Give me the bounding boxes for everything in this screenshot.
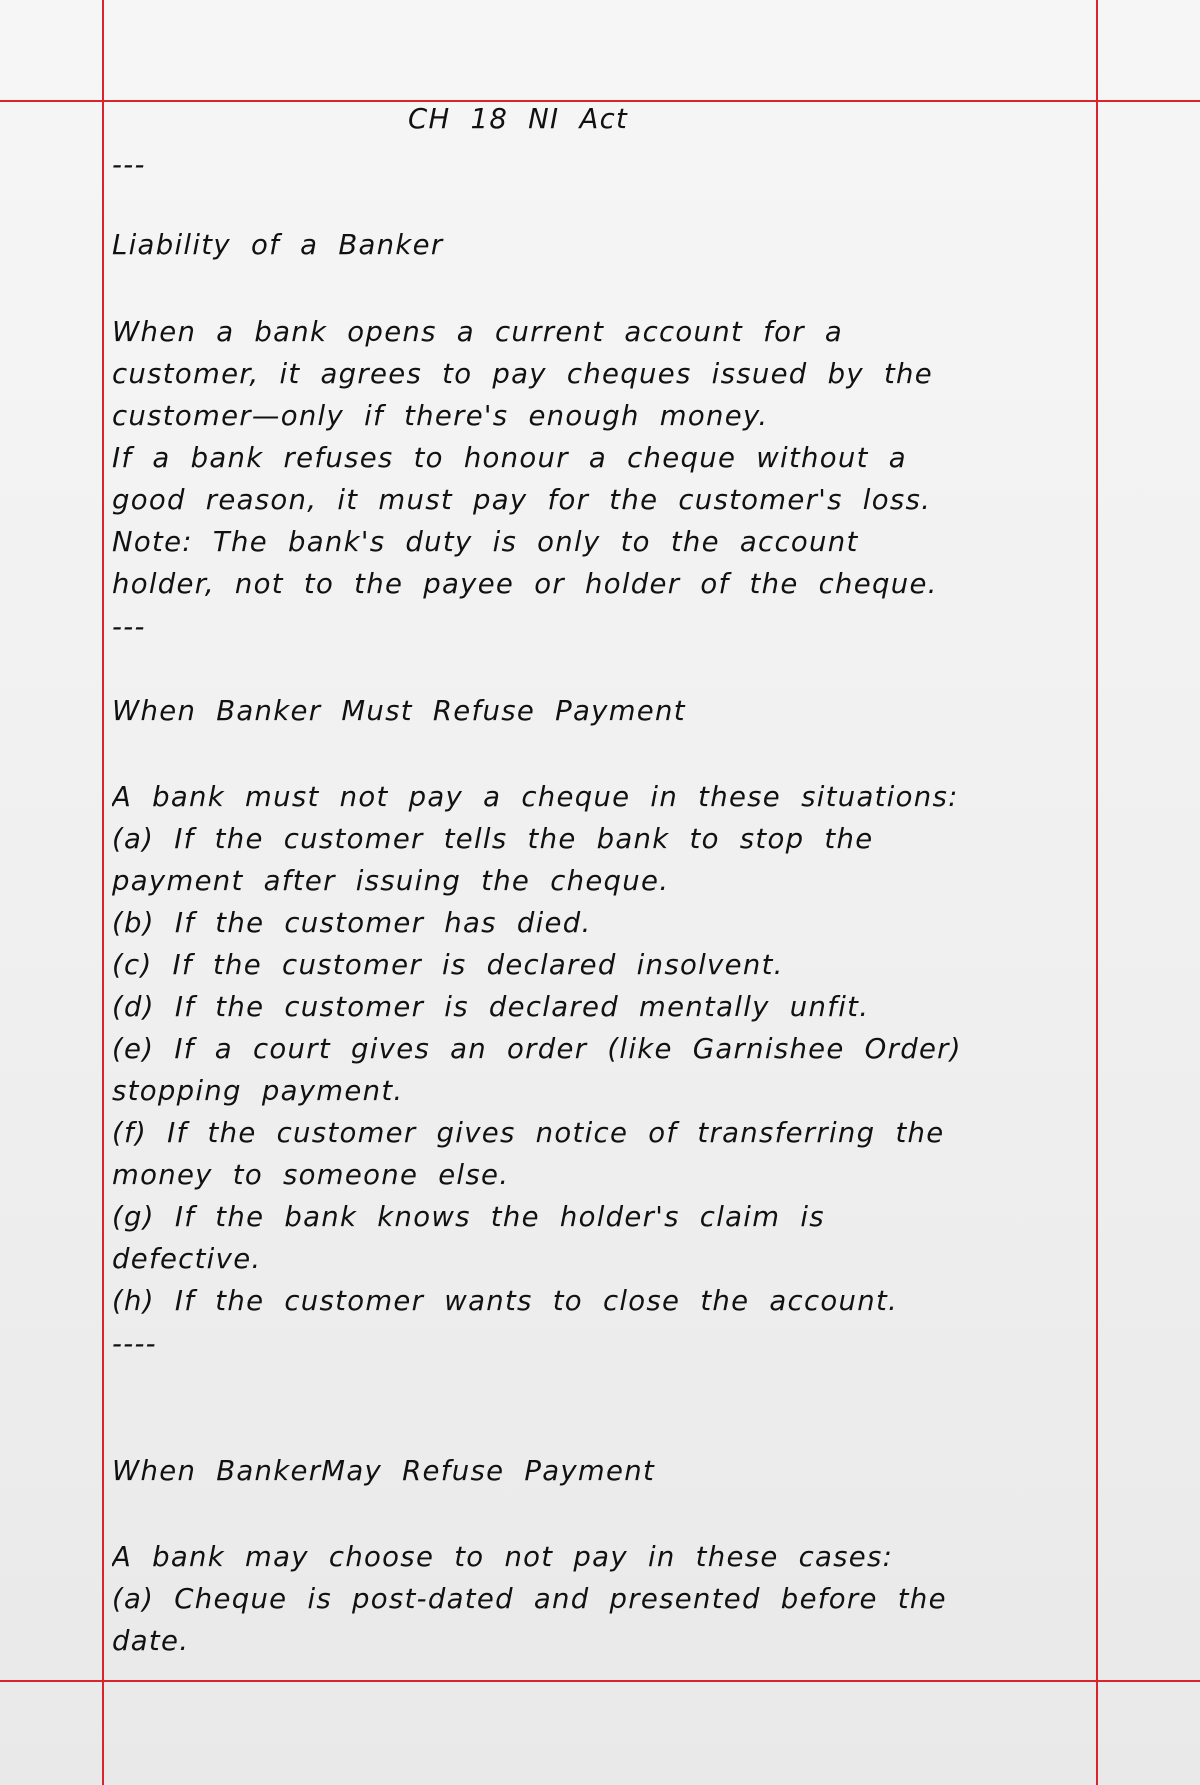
text-line: (b) If the customer has died. xyxy=(112,907,592,939)
text-line: date. xyxy=(112,1625,190,1657)
left-margin-rule xyxy=(102,0,104,1785)
text-line: customer—only if there's enough money. xyxy=(112,400,769,432)
text-line: A bank may choose to not pay in these cases: xyxy=(112,1541,894,1573)
text-line: If a bank refuses to honour a cheque without a xyxy=(112,442,907,474)
text-line: (f) If the customer gives notice of transferring the xyxy=(112,1117,945,1149)
separator: --- xyxy=(112,149,146,181)
text-line: customer, it agrees to pay cheques issued by the xyxy=(112,358,933,390)
section-heading-must-refuse: When Banker Must Refuse Payment xyxy=(112,695,686,727)
text-line: defective. xyxy=(112,1243,262,1275)
separator: ---- xyxy=(112,1328,157,1360)
text-line: (g) If the bank knows the holder's claim is xyxy=(112,1201,825,1233)
notebook-page xyxy=(112,100,1092,1670)
text-line: (a) Cheque is post-dated and presented before the xyxy=(112,1583,947,1615)
text-line: (a) If the customer tells the bank to stop the xyxy=(112,823,874,855)
text-line: money to someone else. xyxy=(112,1159,510,1191)
text-line: (c) If the customer is declared insolvent. xyxy=(112,949,784,981)
text-line: (h) If the customer wants to close the account. xyxy=(112,1285,899,1317)
text-line: A bank must not pay a cheque in these situations: xyxy=(112,781,959,813)
text-line: holder, not to the payee or holder of the cheque. xyxy=(112,568,938,600)
text-line: (d) If the customer is declared mentally unfit. xyxy=(112,991,870,1023)
section-heading-liability: Liability of a Banker xyxy=(112,229,444,261)
text-line: (e) If a court gives an order (like Garnishee Order) xyxy=(112,1033,962,1065)
page-title: CH 18 NI Act xyxy=(408,103,629,135)
text-line: payment after issuing the cheque. xyxy=(112,865,670,897)
text-line: stopping payment. xyxy=(112,1075,404,1107)
text-line: When a bank opens a current account for a xyxy=(112,316,844,348)
text-line: good reason, it must pay for the customer's loss. xyxy=(112,484,932,516)
bottom-margin-rule xyxy=(0,1680,1200,1682)
right-margin-rule xyxy=(1096,0,1098,1785)
separator: --- xyxy=(112,611,146,643)
section-heading-may-refuse: When BankerMay Refuse Payment xyxy=(112,1455,656,1487)
text-line: Note: The bank's duty is only to the account xyxy=(112,526,859,558)
